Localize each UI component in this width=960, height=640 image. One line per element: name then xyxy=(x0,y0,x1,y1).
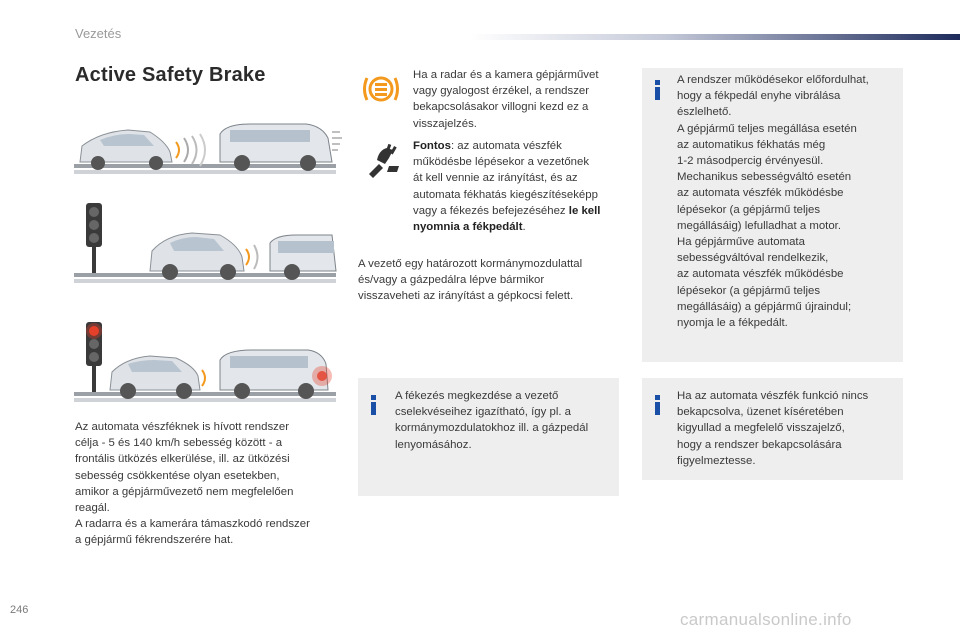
text-line: hogy a fékpedál enyhe vibrálása xyxy=(677,90,841,103)
text-line: A vezető egy határozott kormánymozdulattal xyxy=(358,258,583,270)
text-line: az automata vészfék működésbe xyxy=(677,268,844,281)
info-box-deactivated xyxy=(642,378,903,480)
text-line: A rendszer működésekor előfordulhat, xyxy=(677,74,869,86)
text-line: visszajelzés. xyxy=(413,117,477,130)
text-line: A radarra és a kamerára támaszkodó rendszer xyxy=(75,518,310,531)
hand-brake-pedal-icon xyxy=(363,140,403,180)
text-line: Mechanikus sebességváltó esetén xyxy=(677,171,852,184)
text-line: cselekvéseihez igazítható, így pl. a xyxy=(395,406,572,419)
text-line: hogy a rendszer bekapcsolására xyxy=(677,438,842,451)
text-line: vagy gyalogost érzékel, a rendszer xyxy=(413,85,590,98)
text-line: észlelhető. xyxy=(677,106,732,119)
text-line: Ha a radar és a kamera gépjárművet xyxy=(413,69,599,81)
text-line: Az automata vészféknek is hívott rendszer xyxy=(75,421,289,433)
text-line: figyelmeztesse. xyxy=(677,454,756,467)
text-span: . xyxy=(522,221,526,234)
brake-warning-icon xyxy=(362,70,400,108)
info-text xyxy=(395,388,615,453)
text-line: automata fékhatás kiegészítéseképp xyxy=(413,188,598,201)
traffic-light-car-illustration xyxy=(70,195,340,290)
header-rule xyxy=(470,34,960,40)
text-line: A fékezés megkezdése a vezető xyxy=(395,390,559,402)
text-line: visszaveheti az irányítást a gépkocsi felett. xyxy=(358,290,574,303)
bold-text: nyomnia a fékpedált xyxy=(413,221,523,234)
info-icon xyxy=(655,80,660,100)
text-line: reagál. xyxy=(75,502,110,515)
text-line: megállásáig) lefulladhat a motor. xyxy=(677,219,841,232)
intro-paragraph xyxy=(75,419,350,549)
bold-text: le kell xyxy=(568,204,601,217)
text-line: működésbe lépésekor a vezetőnek xyxy=(413,156,590,169)
text-line: frontális ütközés elkerülése, ill. az ütközési xyxy=(75,453,290,466)
info-text xyxy=(677,388,901,469)
text-line: A gépjármű teljes megállása esetén xyxy=(677,122,857,135)
page-title: Active Safety Brake xyxy=(75,64,266,86)
important-label: Fontos xyxy=(413,140,451,152)
text-line xyxy=(413,138,638,154)
info-icon xyxy=(371,395,376,415)
text-line: a gépjármű fékrendszerére hat. xyxy=(75,534,234,547)
traffic-light-car-braking-illustration xyxy=(70,318,340,408)
text-line: sebesség csökkentése olyan esetekben, xyxy=(75,469,280,482)
text-line: lépésekor (a gépjármű teljes xyxy=(677,203,821,216)
text-line: sebességváltóval rendelkezik, xyxy=(677,252,829,265)
text-line: lenyomásához. xyxy=(395,438,472,451)
section-header: Vezetés xyxy=(75,26,122,41)
info-text xyxy=(677,72,901,331)
info-icon xyxy=(655,395,660,415)
text-line: kigyullad a megfelelő visszajelző, xyxy=(677,422,845,435)
text-line: megállásáig) a gépjármű újraindul; xyxy=(677,300,852,313)
text-line: az automatikus fékhatás még xyxy=(677,138,826,151)
text-line: bekapcsolva, üzenet kíséretében xyxy=(677,406,844,419)
driver-override-paragraph xyxy=(358,256,628,305)
warning-paragraph xyxy=(413,67,633,132)
page-number: 246 xyxy=(10,604,29,616)
text-line: lépésekor (a gépjármű teljes xyxy=(677,284,821,297)
text-line: át kell vennie az irányítást, és az xyxy=(413,172,578,185)
text-line: kormánymozdulatokhoz ill. a gázpedál xyxy=(395,422,589,435)
text-line: amikor a gépjárművezető nem megfelelően xyxy=(75,485,294,498)
text-span: : az automata vészfék xyxy=(450,140,562,152)
car-van-radar-illustration xyxy=(70,118,340,178)
text-line: Ha gépjárműve automata xyxy=(677,236,805,249)
text-line: és/vagy a gázpedálra lépve bármikor xyxy=(358,274,545,287)
text-line: nyomja le a fékpedált. xyxy=(677,317,788,330)
text-span: vagy a fékezés befejezéséhez xyxy=(413,204,569,217)
important-paragraph xyxy=(413,138,638,235)
text-line: az automata vészfék működésbe xyxy=(677,187,844,200)
text-line: célja - 5 és 140 km/h sebesség között - a xyxy=(75,437,283,450)
text-line: 1-2 másodpercig érvényesül. xyxy=(677,155,824,168)
text-line: Ha az automata vészfék funkció nincs xyxy=(677,390,869,402)
text-line: bekapcsolásakor villogni kezd ez a xyxy=(413,101,589,114)
info-box-braking xyxy=(358,378,619,496)
text-line xyxy=(413,203,638,219)
watermark: carmanualsonline.info xyxy=(680,610,852,629)
text-line xyxy=(413,219,638,235)
info-box-operation xyxy=(642,68,903,362)
